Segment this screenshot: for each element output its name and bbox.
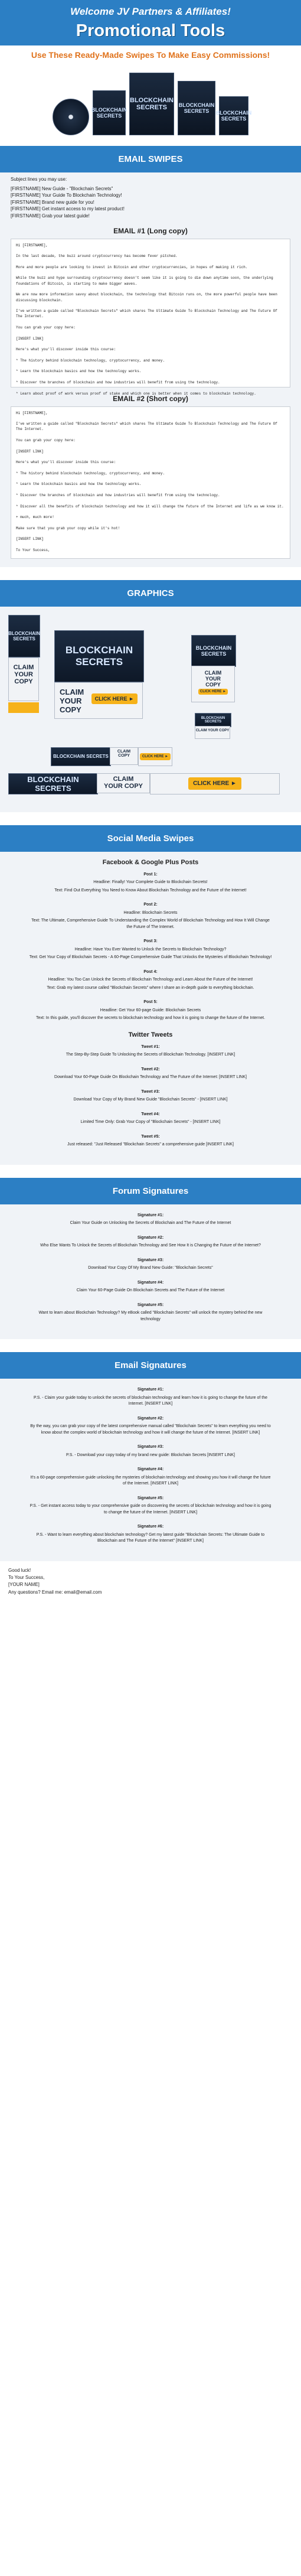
email-signature [28,1416,273,1437]
post-headline: Headline: Blockchain Secrets [123,910,178,915]
signature-number: Signature #1: [137,1388,164,1392]
signature-number: Signature #1: [137,1213,164,1217]
facebook-post [28,939,273,961]
tweet-text: Just released: "Just Released "Blockchain Secrets" a comprehensive guide [INSERT LINK] [67,1142,234,1147]
banner-label: BLOCKCHAIN SECRETS [53,754,109,760]
signature-text: P.S. - Download your copy today of my brand new guide: Blockchain Secrets [INSERT LINK] [66,1453,235,1457]
twitter-title: Twitter Tweets [128,1031,173,1038]
email1-copy-textarea[interactable]: Hi [FIRSTNAME], In the last decade, the buzz around cryptocurrency has become fever pitched. More and more people are looking to invest in Bitcoin and other cryptocurrencies, in hopes of making it rich. While the buzz and hype surrounding cryptocurrency doesn't seem like it is going to die down anytime soon, the underlying foundations of Bitcoin, is starting to make bigger waves. We are now more information savvy about blockchain, the technology that Bitcoin runs on, the more powerful people have been discussing blockchain. I've written a guide called "Blockchain Secrets" which shares The Ultimate Guide To Blockchain Technology and The Future Of The Internet. You can grab your copy here: [INSERT LINK] Here's what you'll discover inside this course: * The history behind blockchain technology, cryptocurrency, and money. * Learn the blockchain basics and how the technology works. * Discover the branches of blockchain and how industries will benefit from using the technology. * Learn about proof of work versus proof of stake and which one is better when it comes to blockchain technology. [11,239,290,387]
email-signature [28,1524,273,1545]
signature-text: Who Else Wants To Unlock the Secrets of Blockchain Technology and See How It is Changing the Future of the Internet? [40,1243,261,1248]
signature-text: Want to learn about Blockchain Technology? My eBook called "Blockchain Secrets" will unlock the mystery behind the new technology [38,1311,263,1321]
claim-text: YOUR [103,782,123,790]
claim-text: COPY [124,782,143,790]
post-number: Post 1: [143,872,158,877]
product-cover-box [178,81,215,135]
claim-text: YOUR [60,696,82,705]
post-text: Text: Get Your Copy of Blockchain Secrets - A 60-Page Comprehensive Guide That Unlocks the Mysteries of Blockchain Technology! [29,955,272,960]
banner-leaderboard-left[interactable] [51,747,111,766]
forum-signature [28,1213,273,1227]
tagline: Use These Ready-Made Swipes To Make Easy Commissions! [31,50,270,60]
subject-lines [11,176,290,220]
post-headline: Headline: Finally! Your Complete Guide to Blockchain Secrets! [93,880,208,885]
post-headline: Headline: You Too Can Unlock the Secrets of Blockchain Technology and Learn About the Future of the Internet! [48,978,253,982]
post-number: Post 5: [143,1000,158,1005]
forum-section [0,1204,301,1340]
signature-text: P.S. - Want to learn everything about blockchain technology? Get my latest guide "Blockchain Secrets: The Ultimate Guide to Blockchain and The Future of the Internet" [INSERT LINK] [36,1532,265,1543]
banner-small-claim[interactable] [195,726,230,739]
email-signature [28,1444,273,1458]
email-signatures-section [0,1379,301,1561]
post-text: Text: In this guide, you'll discover the secrets to blockchain technology and how it is going to change the future of the Internet. [35,1016,266,1021]
signature-number: Signature #3: [137,1258,164,1262]
signature-number: Signature #4: [137,1467,164,1472]
tweet-number: Tweet #1: [141,1044,160,1049]
signature-number: Signature #6: [137,1525,164,1529]
banner-skyscraper-top[interactable] [8,615,40,657]
signature-text: It's a 60-page comprehensive guide unlocking the mysteries of blockchain technology and showing you how it will change the future of the Internet. [INSERT LINK] [30,1475,271,1486]
footer-line: To Your Success, [8,1574,45,1580]
social-section [0,852,301,1165]
product-tablet-label: BLOCKCHAIN SECRETS [215,110,252,122]
signature-text: P.S. - Claim your guide today to unlock the secrets of blockchain technology and learn how it is going to change the future of the Internet. [INSERT LINK] [34,1395,267,1406]
tweet [28,1134,273,1148]
subject-lines-label: Subject lines you may use: [11,177,67,182]
banner-wide-cta-box[interactable] [150,773,280,794]
claim-text: COPY [118,753,130,758]
tweet-number: Tweet #4: [141,1112,160,1116]
email1-title: EMAIL #1 (Long copy) [113,226,188,235]
banner-leaderboard-claim[interactable] [110,747,138,765]
banner-wide-left[interactable] [8,773,98,794]
facebook-post [28,969,273,992]
post-number: Post 2: [143,903,158,907]
email-swipes-heading: EMAIL SWIPES [0,146,301,172]
claim-text: CLAIM [204,669,222,676]
subject-line: [FIRSTNAME] Grab your latest guide! [11,213,90,219]
post-number: Post 3: [143,939,158,944]
cta-button[interactable]: CLICK HERE ► [91,693,138,704]
claim-text: COPY [14,678,33,685]
claim-text: CLAIM [60,687,84,696]
product-cover-small [93,90,126,135]
banner-label: BLOCKCHAIN SECRETS [8,630,40,641]
subject-line: [FIRSTNAME] Get instant access to my latest product! [11,206,125,212]
post-text: Text: Grab my latest course called "Blockchain Secrets" where I share an in-depth guide to everything blockchain. [47,985,254,990]
tweet [28,1067,273,1081]
email-signature [28,1467,273,1487]
email2-copy-textarea[interactable]: Hi [FIRSTNAME], I've written a guide called "Blockchain Secrets" which shares The Ultimate Guide To Blockchain Technology and The Future Of The Internet. You can grab your copy here: [INSERT LINK] Here's what you'll discover inside this course: * The history behind blockchain technology, cryptocurrency, and money. * Learn the blockchain basics and how the technology works. * Discover the branches of blockchain and how industries will benefit from using the technology. * Discover all the benefits of blockchain technology and how it will change the future of the Internet and life as we know it. + much, much more! Make sure that you grab your copy while it's hot! [INSERT LINK] To Your Success, [11,406,290,559]
graphics-heading: GRAPHICS [0,580,301,607]
banner-small-top[interactable] [195,713,231,727]
claim-text: CLAIM [195,728,207,732]
claim-text: YOUR [208,728,218,732]
product-cover-main [129,73,174,135]
social-heading: Social Media Swipes [0,825,301,852]
forum-signature [28,1302,273,1323]
banner-medium-claim[interactable] [191,666,235,702]
post-headline: Headline: Have You Ever Wanted to Unlock the Secrets to Blockchain Technology? [74,947,227,952]
banner-wide-claim[interactable] [97,773,150,793]
page-title: Promotional Tools [76,21,225,40]
forum-signature [28,1235,273,1249]
banner-square-top[interactable] [54,630,144,682]
signature-text: P.S. - Get instant access today to your comprehensive guide on discovering the secrets of blockchain technology and how it is going to change the future of the Internet. [INSERT LINK] [30,1504,271,1515]
tweet [28,1044,273,1059]
claim-text: YOUR [14,670,33,678]
banner-label: BLOCKCHAIN SECRETS [201,716,225,724]
signature-text: Download Your Copy Of My Brand New Guide: "Blockchain Secrets" [88,1266,213,1271]
footer-line: [YOUR NAME] [8,1582,40,1588]
claim-text: CLAIM [117,749,131,754]
footer-line: Good luck! [8,1567,31,1573]
email-signature [28,1496,273,1516]
email-signatures-heading: Email Signatures [0,1352,301,1379]
facebook-post [28,902,273,930]
graphics-section [0,607,301,812]
banner-label: BLOCKCHAIN SECRETS [195,644,232,657]
post-headline: Headline: Get Your 60-page Guide: Blockchain Secrets [100,1008,201,1012]
banner-skyscraper-claim[interactable] [8,657,39,701]
claim-text: CLAIM [113,775,134,783]
facebook-title: Facebook & Google Plus Posts [102,858,199,866]
signature-text: Claim Your Guide on Unlocking the Secrets of Blockchain and The Future of the Internet [70,1221,231,1226]
cta-button[interactable]: CLICK HERE ► [188,777,241,790]
product-cover-label: BLOCKCHAIN SECRETS [91,107,127,119]
cta-button[interactable]: CLICK HERE ► [140,753,171,760]
product-disc-icon [53,99,89,135]
tweet-text: Limited Time Only: Grab Your Copy of "Blockchain Secrets" - [INSERT LINK] [80,1120,221,1125]
tweet [28,1112,273,1126]
claim-text: CLAIM [13,663,34,671]
footer-contact[interactable]: Any questions? Email me: email@email.com [8,1589,102,1595]
claim-text: COPY [60,705,81,714]
forum-heading: Forum Signatures [0,1178,301,1204]
banner-label: BLOCKCHAIN SECRETS [27,774,79,793]
post-number: Post 4: [143,969,158,974]
email-signature [28,1387,273,1408]
signature-number: Signature #5: [137,1302,164,1307]
signature-number: Signature #5: [137,1496,164,1500]
cta-button[interactable]: CLICK HERE ► [198,689,228,695]
post-text: Text: The Ultimate, Comprehensive Guide To Understanding the Complex World of Blockchain Technology and How It Will Change the Future of The Internet. [31,919,270,929]
signature-number: Signature #2: [137,1235,164,1240]
tweet-text: The Step-By-Step Guide To Unlocking the Secrets of Blockchain Technology. [INSERT LINK] [66,1053,235,1057]
post-text: Text: Find Out Everything You Need to Know About Blockchain Technology and the Future of the Internet! [54,888,247,893]
claim-text: COPY [219,728,230,732]
facebook-post [28,872,273,894]
product-bundle-image [0,63,301,144]
product-box-label: BLOCKCHAIN SECRETS [178,102,215,114]
skyscraper-cta-strip[interactable] [8,702,39,713]
email2-title: EMAIL #2 (Short copy) [113,394,188,403]
signature-text: By the way, you can grab your copy of the latest comprehensive manual called "Blockchain Secrets" to learn everything you need to know about the complex world of blockchain technology and how it will change the future of the Internet. [INSERT LINK] [30,1424,271,1435]
tweet-text: Download Your Copy of My Brand New Guide "Blockchain Secrets" - [INSERT LINK] [73,1098,228,1102]
hero-header [0,0,301,45]
tweet-text: Download Your 60-Page Guide On Blockchain Technology and The Future of the Internet: [INSERT LINK] [54,1075,247,1080]
product-cover-main-label: BLOCKCHAIN SECRETS [130,97,174,111]
banner-leaderboard-cta-box[interactable] [138,747,172,766]
banner-square-claim[interactable] [54,682,143,719]
welcome-text: Welcome JV Partners & Affiliates! [70,6,231,17]
forum-signature [28,1258,273,1272]
forum-signature [28,1280,273,1294]
signature-number: Signature #2: [137,1416,164,1421]
subject-line: [FIRSTNAME] New Guide - "Blockchain Secrets" [11,185,113,191]
signature-number: Signature #4: [137,1280,164,1285]
signature-number: Signature #3: [137,1445,164,1450]
tweet-number: Tweet #5: [141,1134,160,1139]
facebook-post [28,999,273,1022]
footer [0,1561,301,1603]
signature-text: Claim Your 60-Page Guide On Blockchain Secrets and The Future of the Internet [76,1288,225,1293]
subject-line: [FIRSTNAME] Brand new guide for you! [11,199,94,205]
email-swipes-section [0,172,301,567]
banner-label: BLOCKCHAIN SECRETS [65,644,133,667]
claim-text: COPY [205,681,221,688]
claim-text: YOUR [205,675,221,682]
tweet-number: Tweet #2: [141,1067,160,1072]
banner-medium-top[interactable] [191,635,236,667]
product-cover-tablet [215,96,252,135]
tweet-number: Tweet #3: [141,1089,160,1094]
subject-line: [FIRSTNAME] Your Guide To Blockchain Technology! [11,193,122,198]
tweet [28,1089,273,1103]
